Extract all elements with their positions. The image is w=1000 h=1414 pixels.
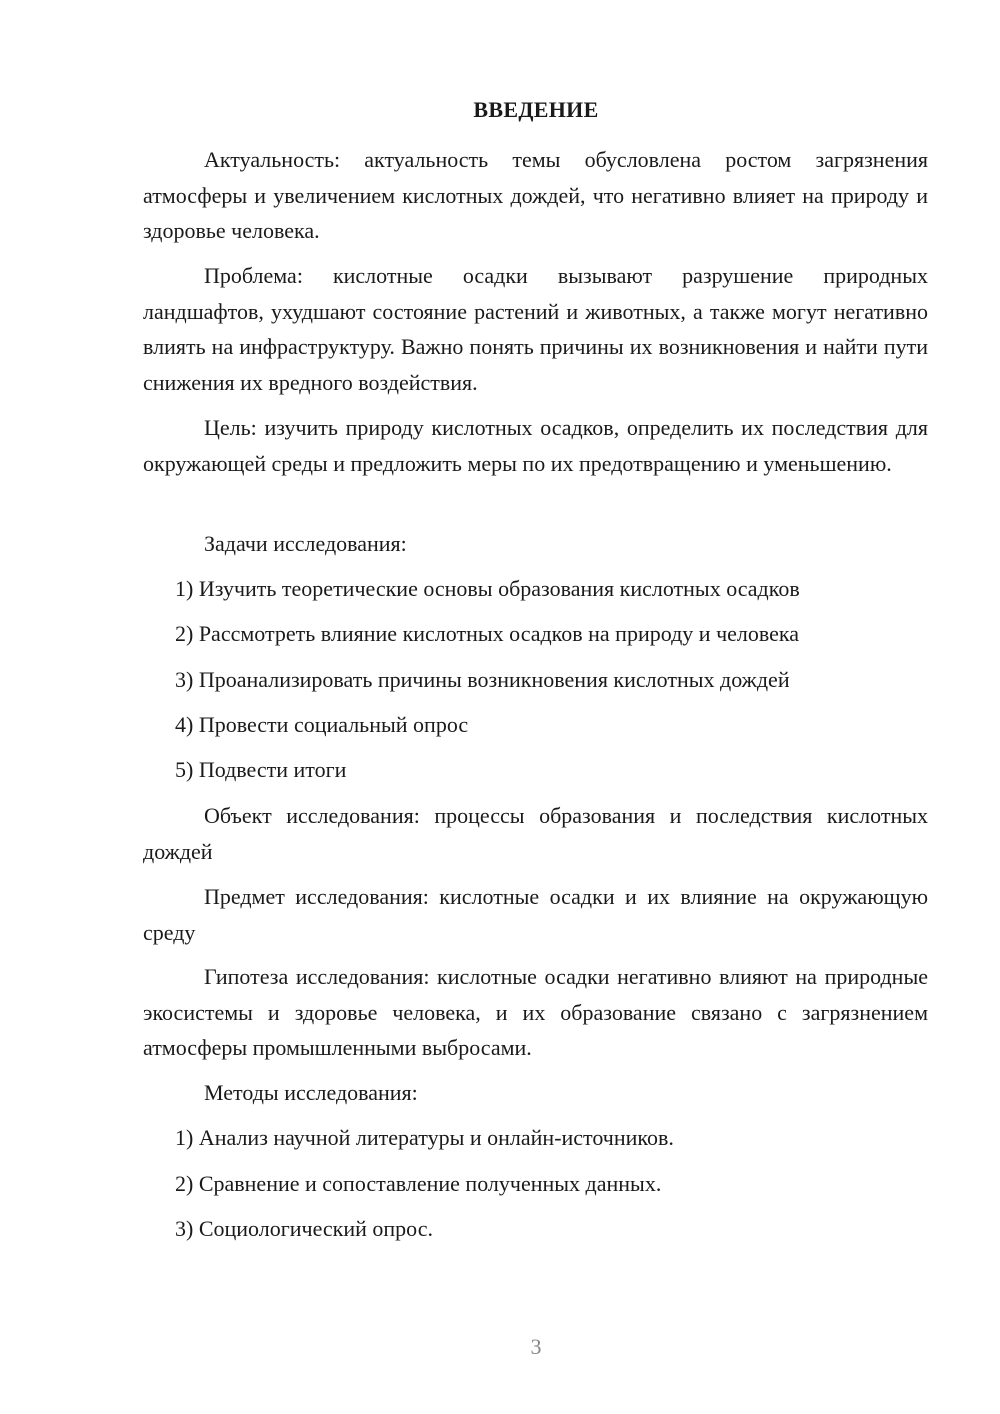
relevance-paragraph: Актуальность: актуальность темы обусловлена ростом загрязнения атмосферы и увеличением кислотных дождей, что негативно влияет на природу и здоровье человека. [143,147,928,243]
task-item: 2) Рассмотреть влияние кислотных осадков на природу и человека [175,621,800,646]
method-item: 2) Сравнение и сопоставление полученных данных. [175,1171,662,1196]
task-item: 5) Подвести итоги [175,757,347,782]
method-block-3 [143,1211,928,1247]
hypothesis-paragraph: Гипотеза исследования: кислотные осадки негативно влияют на природные экосистемы и здоровье человека, и их образование связано с загрязнением атмосферы промышленными выбросами. [143,964,928,1060]
task-item: 4) Провести социальный опрос [175,712,469,737]
method-item: 1) Анализ научной литературы и онлайн-источников. [175,1125,674,1150]
task-block-5 [143,752,928,788]
method-block-2 [143,1166,928,1202]
problem-paragraph: Проблема: кислотные осадки вызывают разрушение природных ландшафтов, ухудшают состояние растений и животных, а также могут негативно влиять на инфраструктуру. Важно понять причины их возникновения и найти пути снижения их вредного воздействия. [143,263,928,395]
tasks-heading: Задачи исследования: [204,531,407,556]
task-block-4 [143,707,928,743]
task-item: 1) Изучить теоретические основы образования кислотных осадков [175,576,800,601]
subject-block [143,879,928,950]
methods-heading: Методы исследования: [204,1080,418,1105]
goal-paragraph: Цель: изучить природу кислотных осадков, определить их последствия для окружающей среды и предложить меры по их предотвращению и уменьшению. [143,415,928,476]
methods-heading-block [143,1075,928,1111]
problem-block [143,258,928,400]
subject-paragraph: Предмет исследования: кислотные осадки и их влияние на окружающую среду [143,884,928,945]
tasks-heading-block [143,526,928,562]
task-block-2 [143,616,928,652]
task-block-3 [143,662,928,698]
page-title: ВВЕДЕНИЕ [473,97,599,122]
task-item: 3) Проанализировать причины возникновения кислотных дождей [175,667,790,692]
hypothesis-block [143,959,928,1066]
task-block-1 [143,571,928,607]
page-number: 3 [530,1334,542,1359]
method-block-1 [143,1120,928,1156]
object-paragraph: Объект исследования: процессы образования и последствия кислотных дождей [143,803,928,864]
relevance-block [143,142,928,249]
method-item: 3) Социологический опрос. [175,1216,433,1241]
object-block [143,798,928,869]
goal-block [143,410,928,481]
